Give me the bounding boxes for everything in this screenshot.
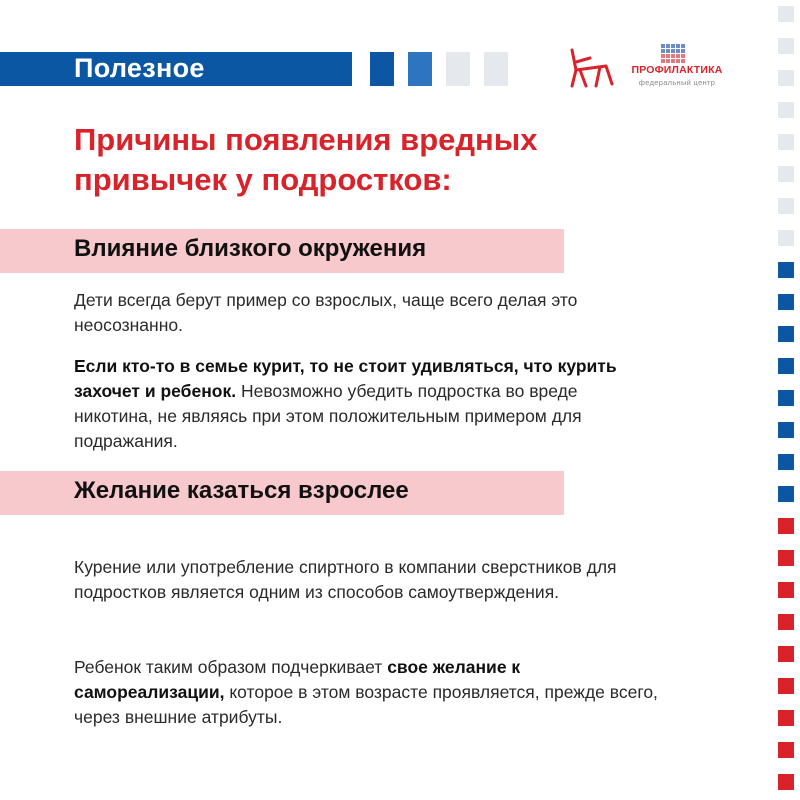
- paragraph-text: Невозможно убедить подростка во вреде никотина, не являясь при этом положительным примером для подражания.: [74, 381, 582, 451]
- logo-name: ПРОФИЛАКТИКА: [631, 64, 723, 76]
- chair-icon: [566, 46, 616, 90]
- strip-square: [778, 486, 794, 502]
- paragraph: [74, 655, 674, 730]
- section-heading: Желание казаться взрослее: [74, 477, 409, 504]
- strip-square: [778, 166, 794, 182]
- page-title-line: привычек у подростков:: [74, 162, 452, 197]
- section-heading-bar: [0, 229, 564, 273]
- strip-square: [778, 390, 794, 406]
- header-square: [408, 52, 432, 86]
- paragraph-bold: Если кто-то в семье курит, то не стоит удивляться, что курить захочет и ребенок.: [74, 356, 617, 401]
- section-heading: Влияние близкого окружения: [74, 235, 427, 262]
- strip-square: [778, 6, 794, 22]
- strip-square: [778, 454, 794, 470]
- strip-square: [778, 550, 794, 566]
- paragraph: [74, 288, 634, 338]
- strip-square: [778, 678, 794, 694]
- header-label: Полезное: [74, 53, 205, 83]
- logo-subtitle: федеральный центр: [638, 78, 716, 87]
- strip-square: [778, 134, 794, 150]
- logo-grid-icon: [661, 44, 685, 64]
- section-heading-bar: [0, 471, 564, 515]
- strip-square: [778, 294, 794, 310]
- strip-square: [778, 102, 794, 118]
- paragraph-bold: свое желание к самореализации,: [74, 657, 521, 702]
- strip-square: [778, 70, 794, 86]
- decorative-strip: [778, 0, 800, 800]
- header-square: [370, 52, 394, 86]
- strip-square: [778, 422, 794, 438]
- header-band: [0, 52, 352, 86]
- strip-square: [778, 774, 794, 790]
- strip-square: [778, 646, 794, 662]
- strip-square: [778, 38, 794, 54]
- paragraph-text: Дети всегда берут пример со взрослых, чаще всего делая это неосознанно.: [74, 290, 578, 335]
- strip-square: [778, 230, 794, 246]
- paragraph-text: Ребенок таким образом подчеркивает: [74, 657, 388, 677]
- strip-square: [778, 518, 794, 534]
- paragraph: [74, 555, 674, 605]
- strip-square: [778, 710, 794, 726]
- strip-square: [778, 326, 794, 342]
- strip-square: [778, 358, 794, 374]
- paragraph: [74, 354, 634, 454]
- paragraph-text: которое в этом возрасте проявляется, прежде всего, через внешние атрибуты.: [74, 682, 658, 727]
- page-title-line: Причины появления вредных: [74, 122, 538, 157]
- header-square: [446, 52, 470, 86]
- strip-square: [778, 582, 794, 598]
- strip-square: [778, 742, 794, 758]
- strip-square: [778, 614, 794, 630]
- strip-square: [778, 198, 794, 214]
- page-title: [74, 120, 674, 200]
- paragraph-text: Курение или употребление спиртного в компании сверстников для подростков является одним из способов самоутверждения.: [74, 557, 617, 602]
- strip-square: [778, 262, 794, 278]
- header-square: [484, 52, 508, 86]
